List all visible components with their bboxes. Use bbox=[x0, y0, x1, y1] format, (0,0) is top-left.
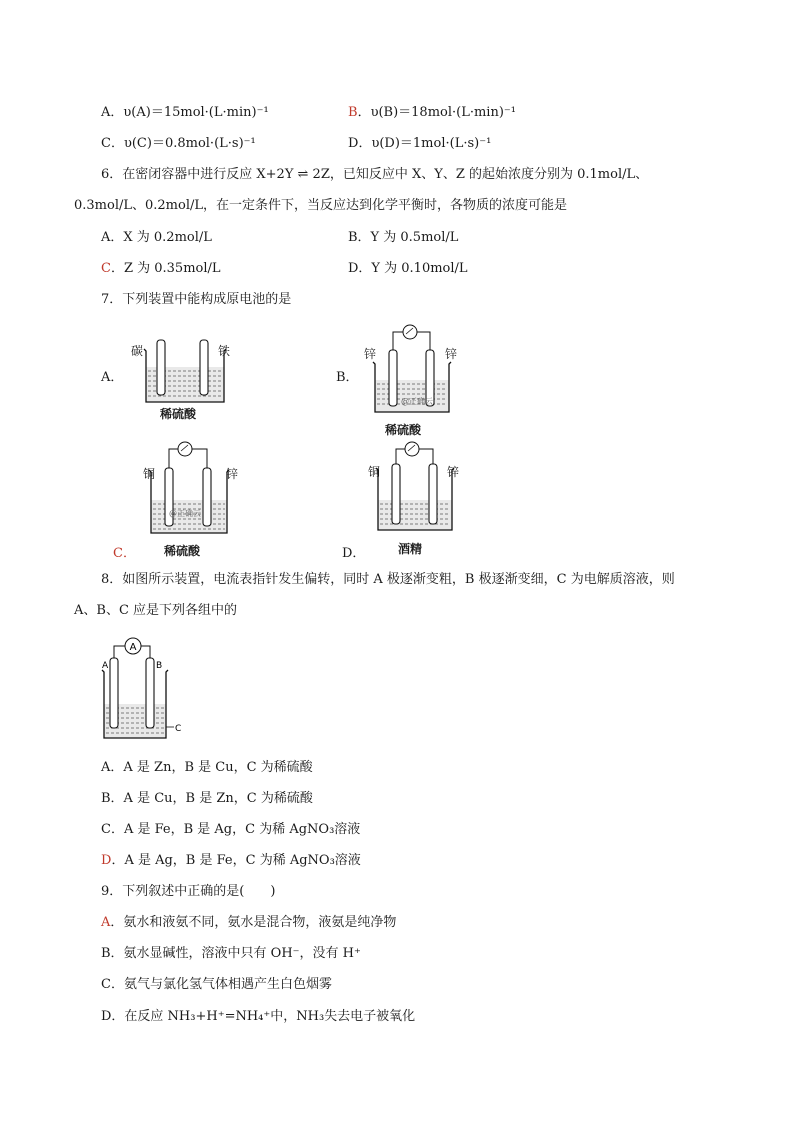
q7-label-b: B． bbox=[336, 370, 359, 385]
diag-b-right-label: 锌 bbox=[445, 347, 458, 361]
diag-b-watermark: @正确云 bbox=[401, 397, 433, 406]
q7-label-a: A． bbox=[101, 370, 124, 385]
q8-electrode-a-label: A bbox=[102, 661, 109, 671]
q8-stem-line1: 8．如图所示装置，电流表指针发生偏转，同时 A 极逐渐变粗，B 极逐渐变细，C 为电解质溶液，则 bbox=[101, 572, 675, 587]
q7-label-d: D． bbox=[342, 546, 366, 561]
q6-option-c: C．Z 为 0.35mol/L bbox=[101, 261, 221, 276]
diag-b-liquid-label: 稀硫酸 bbox=[385, 423, 422, 437]
q8-electrode-b-label: B bbox=[156, 661, 163, 671]
q5-option-c: C．υ(C)＝0.8mol·(L·s)⁻¹ bbox=[101, 136, 256, 151]
beaker-c-icon bbox=[145, 440, 235, 538]
q8-ammeter-label: A bbox=[129, 642, 137, 653]
q8-option-c: C．A 是 Fe，B 是 Ag，C 为稀 AgNO₃溶液 bbox=[101, 822, 361, 837]
q5-option-b: B．υ(B)＝18mol·(L·min)⁻¹ bbox=[348, 105, 516, 120]
q8-option-d: D．A 是 Ag，B 是 Fe，C 为稀 AgNO₃溶液 bbox=[101, 853, 361, 868]
diag-a-liquid-label: 稀硫酸 bbox=[160, 407, 197, 421]
diag-c-left-label: 铜 bbox=[143, 467, 156, 481]
beaker-b-icon bbox=[370, 322, 458, 417]
q7-label-c: C． bbox=[113, 546, 136, 561]
diag-d-left-label: 铜 bbox=[368, 465, 381, 479]
q6-stem-line2: 0.3mol/L、0.2mol/L，在一定条件下，当反应达到化学平衡时，各物质的浓度可能是 bbox=[74, 198, 567, 213]
q9-option-a: A．氨水和液氨不同，氨水是混合物，液氨是纯净物 bbox=[101, 915, 397, 930]
q8-option-b: B．A 是 Cu，B 是 Zn，C 为稀硫酸 bbox=[101, 791, 313, 806]
q5-option-a: A．υ(A)＝15mol·(L·min)⁻¹ bbox=[101, 105, 269, 120]
q7-stem: 7．下列装置中能构成原电池的是 bbox=[101, 292, 292, 307]
diag-a-left-label: 碳 bbox=[131, 344, 144, 358]
q8-option-a: A．A 是 Zn，B 是 Cu，C 为稀硫酸 bbox=[101, 760, 313, 775]
diag-a-right-label: 铁 bbox=[218, 344, 231, 358]
q8-stem-line2: A、B、C 应是下列各组中的 bbox=[74, 603, 238, 618]
diag-c-right-label: 锌 bbox=[226, 467, 239, 481]
q6-option-d: D．Y 为 0.10mol/L bbox=[348, 261, 468, 276]
diag-c-liquid-label: 稀硫酸 bbox=[164, 544, 201, 558]
diag-b-left-label: 锌 bbox=[364, 347, 377, 361]
beaker-a-icon bbox=[140, 335, 230, 405]
q9-stem: 9．下列叙述中正确的是( ) bbox=[101, 884, 276, 899]
q6-stem-line1: 6．在密闭容器中进行反应 X+2Y ⇌ 2Z，已知反应中 X、Y、Z 的起始浓度分别为 0.1mol/L、 bbox=[101, 167, 649, 182]
q8-cell-icon bbox=[98, 632, 188, 744]
q8-solution-label: C bbox=[175, 724, 182, 734]
q9-option-d: D．在反应 NH₃+H⁺=NH₄⁺中，NH₃失去电子被氧化 bbox=[101, 1009, 416, 1024]
q6-option-b: B．Y 为 0.5mol/L bbox=[348, 230, 459, 245]
diag-d-right-label: 锌 bbox=[447, 465, 460, 479]
diag-c-watermark: @正确云 bbox=[169, 509, 201, 518]
diag-d-liquid-label: 酒精 bbox=[398, 542, 423, 556]
q9-option-c: C．氨气与氯化氢气体相遇产生白色烟雾 bbox=[101, 977, 332, 992]
q9-option-b: B．氨水显碱性，溶液中只有 OH⁻，没有 H⁺ bbox=[101, 946, 361, 961]
q6-option-a: A．X 为 0.2mol/L bbox=[101, 230, 212, 245]
beaker-d-icon bbox=[373, 440, 458, 535]
q5-option-d: D．υ(D)＝1mol·(L·s)⁻¹ bbox=[348, 136, 492, 151]
